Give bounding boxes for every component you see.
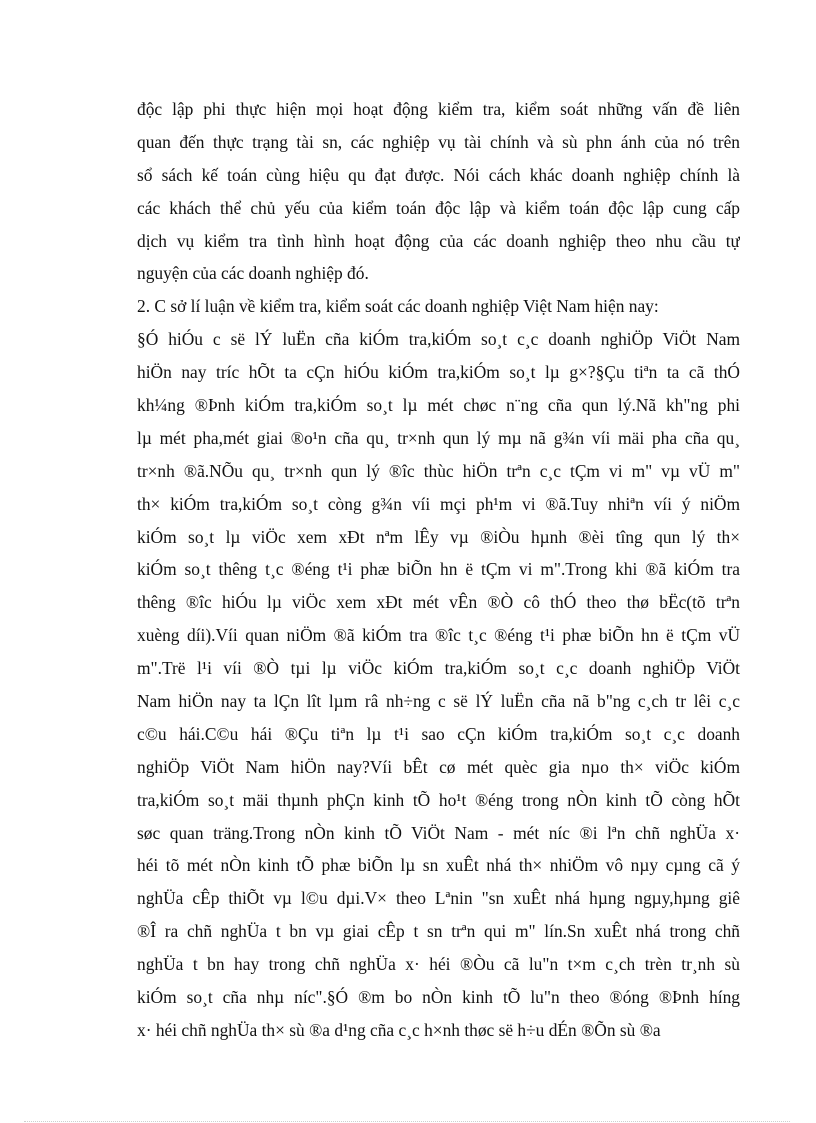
text-line: dịch vụ kiểm tra tình hình hoạt động của các doanh nghiệp theo nhu cầu tự [137, 230, 740, 251]
text-line: x· héi chñ nghÜa th× sù ®a d¹ng cña c¸c h×nh thøc së h÷u dÉn ®Õn sù ®a [137, 1019, 661, 1040]
text-line: lµ mét pha,mét giai ®o¹n cña qu¸ tr×nh qun lý mµ nã g¾n víi mäi pha cña qu¸ [137, 427, 740, 448]
text-line: xuèng díi).Víi quan niÖm ®ã kiÓm tra ®îc t¸c ®éng t¹i phæ biÕn hn ë tÇm vÜ [137, 625, 740, 646]
text-line: thêng ®îc hiÓu lµ viÖc xem xÐt mét vÊn ®Ò cô thÓ theo thø bËc(tõ trªn [137, 592, 740, 613]
text-line: th× kiÓm tra,kiÓm so¸t còng g¾n víi mçi ph¹m vi ®ã.Tuy nhiªn víi ý niÖm [137, 493, 740, 514]
text-line: tr×nh ®ã.NÕu qu¸ tr×nh qun lý ®îc thùc hiÖn trªn c¸c tÇm vi m" vµ vÜ m" [137, 460, 740, 481]
text-line: quan đến thực trạng tài sn, các nghiệp vụ tài chính và sù phn ánh của nó trên [137, 131, 740, 152]
text-line: ®Î ra chñ nghÜa t bn vµ giai cÊp t sn trªn qui m" lín.Sn xuÊt nhá trong chñ [137, 921, 740, 942]
text-line: kh¼ng ®Þnh kiÓm tra,kiÓm so¸t lµ mét chøc n¨ng cña qun lý.Nã kh"ng phi [137, 395, 740, 416]
text-line: hiÖn nay tríc hÕt ta cÇn hiÓu kiÓm tra,kiÓm so¸t lµ g×?§Çu tiªn ta cã thÓ [137, 362, 740, 383]
text-line: tra,kiÓm so¸t mäi thµnh phÇn kinh tÕ ho¹t ®éng trong nÒn kinh tÕ còng hÕt [137, 789, 740, 810]
text-line: m".Trë l¹i víi ®Ò tµi lµ viÖc kiÓm tra,kiÓm so¸t c¸c doanh nghiÖp ViÖt [137, 658, 740, 679]
text-line: Nam hiÖn nay ta lÇn lît lµm râ nh÷ng c së lÝ luËn cña nã b"ng c¸ch tr lêi c¸c [137, 691, 740, 712]
text-line: sổ sách kế toán cùng hiệu qu đạt được. Nói cách khác doanh nghiệp chính là [137, 164, 740, 185]
section-heading: 2. C sở lí luận về kiểm tra, kiểm soát các doanh nghiệp Việt Nam hiện nay: [137, 296, 659, 317]
text-line: độc lập phi thực hiện mọi hoạt động kiểm tra, kiểm soát những vấn đề liên [137, 99, 740, 119]
text-line: các khách thể chủ yếu của kiểm toán độc lập và kiểm toán độc lập cung cấp [137, 197, 740, 218]
page-bottom-divider [24, 1121, 790, 1122]
text-line: héi tõ mét nÒn kinh tÕ phæ biÕn lµ sn xuÊt nhá th× nhiÖm vô nµy cµng cã ý [137, 855, 740, 876]
text-line: nghÜa cÊp thiÕt vµ l©u dµi.V× theo Lªnin "sn xuÊt nhá hµng ngµy,hµng giê [137, 888, 740, 909]
text-line: søc quan träng.Trong nÒn kinh tÕ ViÖt Nam - mét níc ®i lªn chñ nghÜa x· [137, 822, 740, 843]
text-line: nghÜa t bn hay trong chñ nghÜa x· héi ®Òu cã lu"n t×m c¸ch trèn tr¸nh sù [137, 954, 740, 975]
text-line: §Ó hiÓu c së lÝ luËn cña kiÓm tra,kiÓm so¸t c¸c doanh nghiÖp ViÖt Nam [137, 329, 740, 350]
text-line: nghiÖp ViÖt Nam hiÖn nay?Víi bÊt cø mét quèc gia nµo th× viÖc kiÓm [137, 756, 740, 777]
text-line: c©u hái.C©u hái ®Çu tiªn lµ t¹i sao cÇn kiÓm tra,kiÓm so¸t c¸c doanh [137, 723, 740, 744]
body-text [137, 93, 740, 1047]
text-line: nguyện của các doanh nghiệp đó. [137, 263, 369, 284]
text-line: kiÓm so¸t thêng t¸c ®éng t¹i phæ biÕn hn ë tÇm vi m".Trong khi ®ã kiÓm tra [137, 559, 740, 580]
text-line: kiÓm so¸t cña nhµ níc".§Ó ®m bo nÒn kinh tÕ lu"n theo ®óng ®Þnh híng [137, 987, 740, 1008]
text-line: kiÓm so¸t lµ viÖc xem xÐt nªm lÊy vµ ®iÒu hµnh ®èi tîng qun lý th× [137, 526, 740, 547]
